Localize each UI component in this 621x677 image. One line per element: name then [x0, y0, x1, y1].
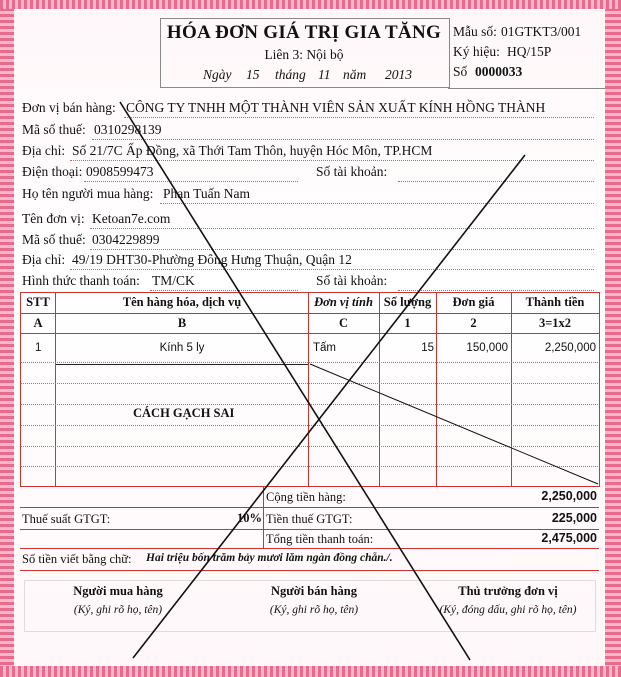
date-month: 11 [318, 67, 331, 82]
date-month-label: tháng [275, 67, 306, 82]
buyer-unit: Ketoan7e.com [92, 211, 171, 226]
header-qty: Số lượng [383, 295, 432, 309]
seller-phone: 0908599473 [86, 164, 154, 179]
date-year: 2013 [385, 67, 412, 82]
seller-account-label: Số tài khoản: [316, 164, 388, 179]
cross-line [133, 155, 525, 658]
seller-address: Số 21/7C Ấp Đồng, xã Thới Tam Thôn, huyện Hóc Môn, TP.HCM [72, 143, 433, 158]
sig-seller-title: Người bán hàng [271, 584, 357, 598]
subtotal-value: 2,250,000 [541, 489, 597, 503]
vat-rate: 10% [237, 511, 262, 525]
vat-label: Tiền thuế GTGT: [266, 512, 353, 526]
row-name: Kính 5 ly [159, 342, 205, 354]
seller-tax: 0310298139 [94, 122, 162, 137]
header-stt: STT [26, 295, 50, 309]
symbol-value: HQ/15P [507, 44, 552, 59]
number-value: 0000033 [475, 64, 523, 79]
buyer-name-label: Họ tên người mua hàng: [22, 186, 154, 201]
symbol-label: Ký hiệu: [453, 44, 500, 59]
buyer-tax-label: Mã số thuế: [22, 232, 86, 247]
seller-address-label: Địa chỉ: [22, 143, 66, 158]
row-qty: 15 [421, 342, 434, 354]
header-amount: Thành tiền [525, 295, 585, 309]
seller-name: CÔNG TY TNHH MỘT THÀNH VIÊN SẢN XUẤT KÍNH HỒNG THÀNH [126, 100, 546, 115]
date-year-label: năm [343, 67, 367, 82]
total-label: Tổng tiền thanh toán: [266, 532, 374, 546]
code-2: 2 [470, 316, 477, 330]
form-label: Mẫu số: [453, 24, 497, 39]
words-label: Số tiền viết bằng chữ: [22, 552, 132, 566]
row-unit: Tấm [313, 342, 336, 354]
code-b: B [177, 316, 187, 330]
seller-phone-label: Điện thoại: [22, 164, 83, 179]
buyer-tax: 0304229899 [92, 232, 160, 247]
sig-director-title: Thủ trưởng đơn vị [458, 584, 558, 598]
invoice-title: HÓA ĐƠN GIÁ TRỊ GIA TĂNG [166, 22, 442, 43]
table-note: CÁCH GẠCH SAI [133, 406, 235, 420]
vat-value: 225,000 [551, 511, 597, 525]
buyer-address-label: Địa chỉ: [22, 252, 66, 267]
vat-rate-label: Thuế suất GTGT: [22, 512, 111, 526]
date-day-label: Ngày [203, 67, 232, 82]
buyer-unit-label: Tên đơn vị: [22, 211, 85, 226]
seller-name-label: Đơn vị bán hàng: [22, 100, 116, 115]
row-price: 150,000 [466, 342, 508, 354]
buyer-address: 49/19 DHT30-Phường Đông Hưng Thuận, Quận 12 [72, 252, 352, 267]
number-label: Số [453, 64, 468, 79]
header-price: Đơn giá [452, 295, 495, 309]
code-3: 3=1x2 [538, 316, 572, 330]
invoice-copy: Liên 3: Nội bộ [264, 47, 344, 62]
header-unit: Đơn vị tính [314, 295, 373, 309]
row-amount: 2,250,000 [544, 342, 596, 354]
sig-buyer-title: Người mua hàng [73, 584, 163, 598]
buyer-name: Phan Tuấn Nam [163, 186, 251, 201]
buyer-payment: TM/CK [152, 273, 195, 288]
row-stt: 1 [35, 342, 42, 354]
code-c: C [338, 316, 349, 330]
form-value: 01GTKT3/001 [501, 24, 582, 39]
seller-tax-label: Mã số thuế: [22, 122, 86, 137]
code-1: 1 [404, 316, 411, 330]
sig-buyer-note: (Ký, ghi rõ họ, tên) [73, 604, 163, 616]
words-value: Hai triệu bốn trăm bảy mươi lăm ngàn đồng chẵn./. [146, 552, 393, 564]
code-a: A [33, 316, 43, 330]
buyer-payment-label: Hình thức thanh toán: [22, 273, 140, 288]
date-day: 15 [246, 67, 260, 82]
buyer-account-label: Số tài khoản: [316, 273, 388, 288]
blank-rows-diagonal [310, 364, 598, 484]
subtotal-label: Cộng tiền hàng: [266, 490, 346, 504]
total-value: 2,475,000 [541, 531, 597, 545]
sig-director-note: (Ký, đóng dấu, ghi rõ họ, tên) [439, 604, 577, 616]
header-name: Tên hàng hóa, dịch vụ [122, 295, 242, 309]
cross-line [120, 102, 470, 660]
sig-seller-note: (Ký, ghi rõ họ, tên) [269, 604, 359, 616]
